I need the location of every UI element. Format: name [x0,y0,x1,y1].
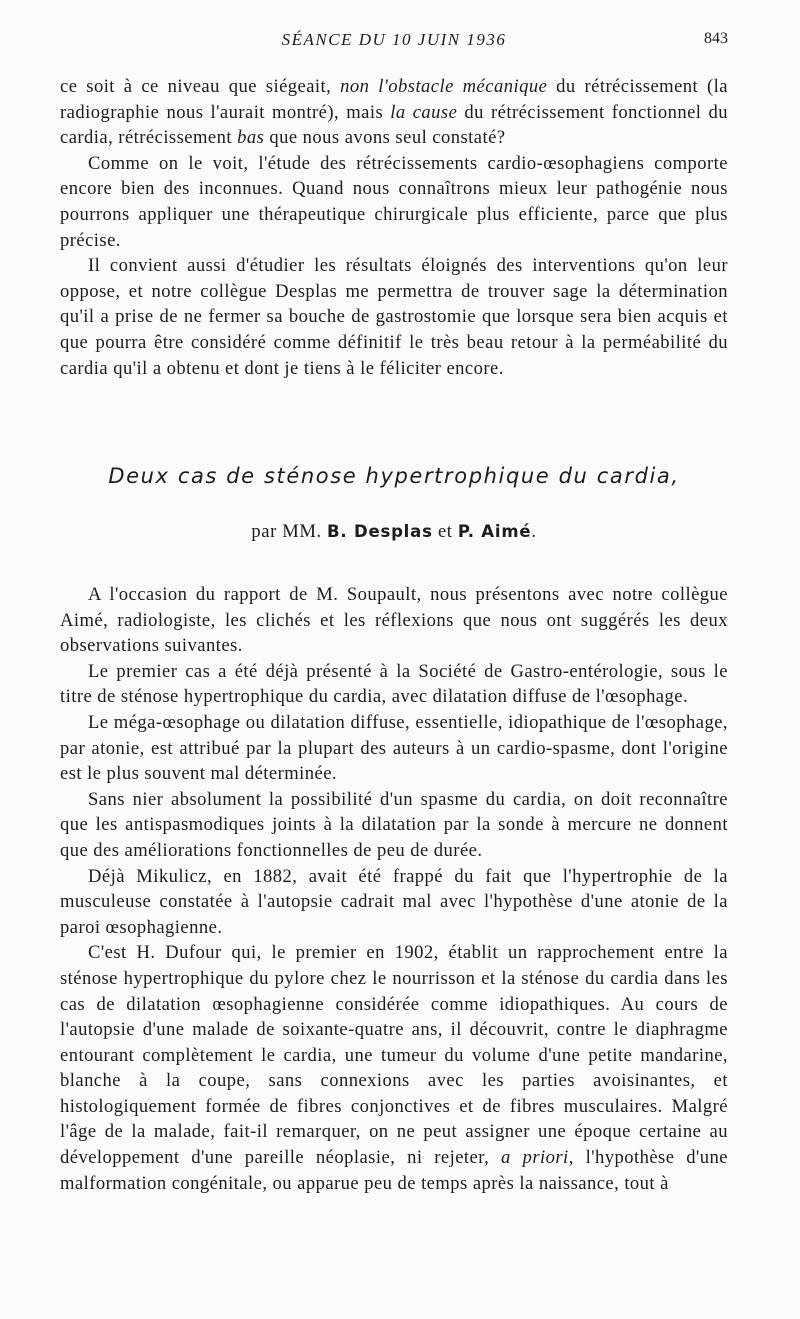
paragraph: Le méga-œsophage ou dilatation diffuse, essentielle, idiopathique de l'œsophage, par atonie, est attribué par la plupart des auteurs à un cardio-spasme, dont l'origine est le plus souvent mal déterminée. [60,711,728,785]
paragraph: Il convient aussi d'étudier les résultats éloignés des interventions qu'on leur oppose, et notre collègue Desplas me permettra de trouver sage la détermination qu'il a prise de ne fermer sa bouche de gastrostomie que lorsque sera bien acquis et que pourra être considéré comme définitif le très beau retour à la perméabilité du cardia qu'il a obtenu et dont je tiens à le féliciter encore. [60,255,728,379]
italic-text: la cause [390,101,458,123]
italic-text: non l'obstacle mécanique [340,76,548,97]
article-title: Deux cas de sténose hypertrophique du cardia, [108,464,680,488]
authors-prefix: par MM. [251,521,327,542]
text-span: ce soit à ce niveau que siégeait, [60,76,341,97]
text-span: , l'hypothèse d'une malformation congénitale, ou apparue peu de temps après la naissance, tout à [60,1147,728,1194]
authors-suffix: . [531,521,537,542]
paragraph: Comme on le voit, l'étude des rétrécissements cardio-œsophagiens comporte encore bien des inconnues. Quand nous connaîtrons mieux leur pathogénie nous pourrons appliquer une thérapeutique chirurgicale plus efficiente, parce que plus précise. [60,152,728,251]
authors-conjunction: et [432,521,458,542]
text-span: du rétrécissement fonctionnel du cardia, rétrécissement [60,101,728,149]
continued-text-block [60,74,728,381]
italic-text: a priori [501,1147,569,1169]
text-span: C'est H. Dufour qui, le premier en 1902, établit un rapprochement entre la sténose hypertrophique du pylore chez le nourrisson et la sténose du cardia dans les cas de dilatation œsophagienne considérée comme idiopathiques. Au cours de l'autopsie d'une malade de soixante-quatre ans, il découvrit, contre le diaphragme entourant complètement le cardia, une tumeur du volume d'une petite mandarine, blanche à la coupe, sans connexions avec les parties avoisinantes, et histologiquement formée de fibres conjonctives et de fibres musculaires. Malgré l'âge de la malade, fait-il remarquer, on ne peut assigner une époque certaine au développement d'une pareille néoplasie, ni rejeter, [60,942,728,1169]
author-name: P. Aimé [457,522,532,541]
page-number: 843 [704,30,728,47]
header-title: SÉANCE DU 10 JUIN 1936 [281,30,507,49]
paragraph: A l'occasion du rapport de M. Soupault, nous présentons avec notre collègue Aimé, radiologiste, les clichés et les réflexions que nous ont suggérés les deux observations suivantes. [60,584,728,657]
article-authors [60,521,728,543]
paragraph [60,74,728,151]
article-body [60,582,728,1196]
author-name: B. Desplas [326,522,433,541]
text-span: du rétrécissement (la radiographie nous l'aurait montré), mais [60,76,728,123]
paragraph: Sans nier absolument la possibilité d'un spasme du cardia, on doit reconnaître que les antispasmodiques joints à la dilatation par la sonde à mercure ne donnent que des améliorations fonctionnelles de peu de durée. [60,788,728,861]
italic-text: bas [237,127,265,149]
running-header [60,30,728,58]
paragraph [60,940,728,1196]
paragraph: Le premier cas a été déjà présenté à la Société de Gastro-entérologie, sous le titre de sténose hypertrophique du cardia, avec dilatation diffuse de l'œsophage. [60,660,728,708]
text-span: que nous avons seul constaté? [264,127,506,149]
paragraph: Déjà Mikulicz, en 1882, avait été frappé du fait que l'hypertrophie de la musculeuse constatée à l'autopsie cadrait mal avec l'hypothèse d'une atonie de la paroi œsophagienne. [60,865,728,938]
